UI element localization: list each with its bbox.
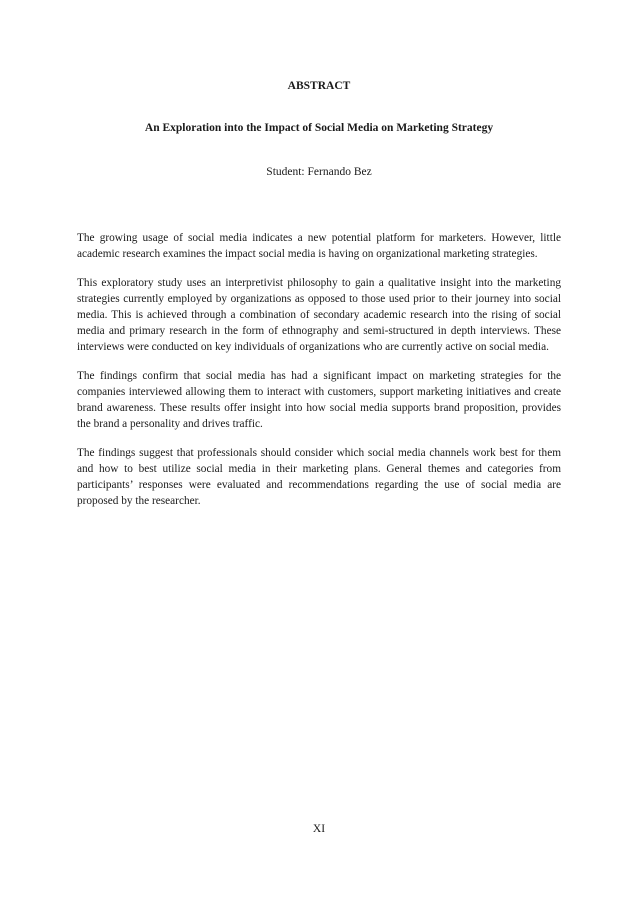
- abstract-paragraph-2: This exploratory study uses an interpretivist philosophy to gain a qualitative insight into the marketing strategies currently employed by organizations as opposed to those used prior to their journey into social media. This is achieved through a combination of secondary academic research into the rising of social media and primary research in the form of ethnography and semi-structured in depth interviews. These interviews were conducted on key individuals of organizations who are currently active on social media.: [77, 277, 561, 353]
- page-number: XI: [312, 823, 326, 835]
- abstract-paragraph-4: The findings suggest that professionals should consider which social media channels work best for them and how to best utilize social media in their marketing plans. General themes and categories from participants’ responses were evaluated and recommendations regarding the use of social media are proposed by the researcher.: [77, 447, 561, 507]
- student-name: Student: Fernando Bez: [266, 166, 372, 178]
- thesis-title: An Exploration into the Impact of Social Media on Marketing Strategy: [144, 122, 494, 134]
- abstract-paragraph-3: The findings confirm that social media has had a significant impact on marketing strategies for the companies interviewed allowing them to interact with customers, support marketing initiatives and create brand awareness. These results offer insight into how social media supports brand proposition, provides the brand a personality and drives traffic.: [77, 370, 561, 430]
- abstract-body: [77, 230, 561, 522]
- abstract-heading: ABSTRACT: [287, 80, 351, 92]
- abstract-paragraph-1: The growing usage of social media indicates a new potential platform for marketers. However, little academic research examines the impact social media is having on organizational marketing strategies.: [77, 232, 561, 260]
